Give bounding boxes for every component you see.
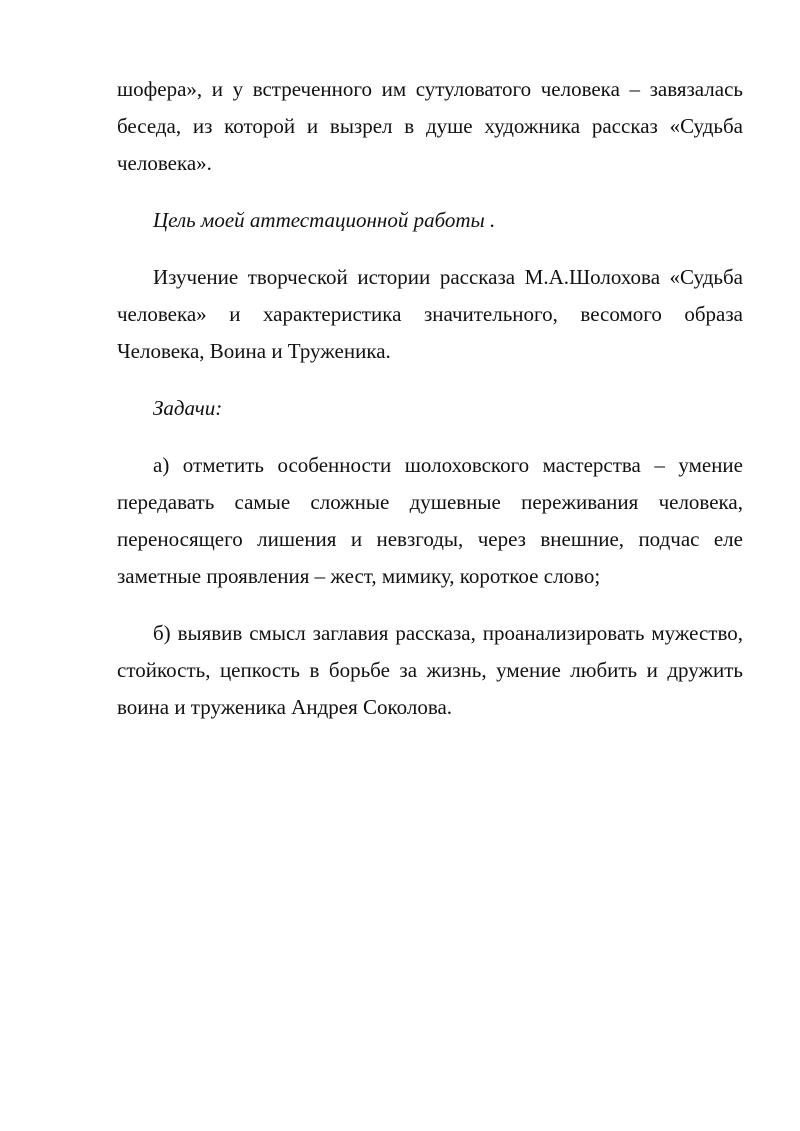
paragraph-goal-description: Изучение творческой истории рассказа М.А.Шолохова «Судьба человека» и характеристика значительного, весомого образа Человека, Воина и Труженика. — [117, 265, 743, 363]
heading-tasks: Задачи: — [153, 396, 223, 420]
document-page — [117, 71, 743, 746]
paragraph-intro-continuation: шофера», и у встреченного им сутуловатого человека – завязалась беседа, из которой и вызрел в душе художника рассказ «Судьба человека». — [117, 77, 743, 175]
heading-goal: Цель моей аттестационной работы . — [153, 208, 496, 232]
task-item-a: а) отметить особенности шолоховского мастерства – умение передавать самые сложные душевные переживания человека, переносящего лишения и невзгоды, через внешние, подчас еле заметные проявления – жест, мимику, короткое слово; — [117, 453, 743, 588]
task-item-b: б) выявив смысл заглавия рассказа, проанализировать мужество, стойкость, цепкость в борьбе за жизнь, умение любить и дружить воина и труженика Андрея Соколова. — [117, 621, 743, 719]
